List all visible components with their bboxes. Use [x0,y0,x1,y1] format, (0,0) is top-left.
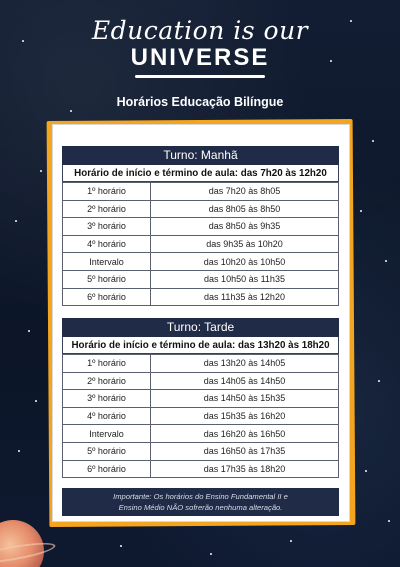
period-time: das 10h50 às 11h35 [151,270,339,288]
period-label: 6º horário [63,288,151,306]
period-label: 5º horário [63,442,151,460]
period-label: Intervalo [63,425,151,443]
period-label: 6º horário [63,460,151,478]
table-row [63,425,339,443]
period-label: 3º horário [63,218,151,236]
period-time: das 11h35 às 12h20 [151,288,339,306]
period-label: 1º horário [63,355,151,373]
table-row [63,235,339,253]
period-label: 4º horário [63,407,151,425]
period-time: das 14h05 às 14h50 [151,372,339,390]
period-label: 4º horário [63,235,151,253]
morning-shift-title: Turno: Manhã [62,146,339,165]
period-time: das 16h50 às 17h35 [151,442,339,460]
period-label: 2º horário [63,200,151,218]
brand-header [0,16,400,78]
period-label: 2º horário [63,372,151,390]
period-label: 5º horário [63,270,151,288]
morning-table [62,182,339,306]
brand-tagline: Education is our [91,16,309,45]
afternoon-shift-title: Turno: Tarde [62,318,339,337]
period-time: das 8h05 às 8h50 [151,200,339,218]
table-row [63,355,339,373]
table-row [63,183,339,201]
afternoon-schedule [62,318,339,478]
morning-schedule [62,146,339,306]
brand-title: UNIVERSE [130,44,270,71]
morning-time-range: Horário de início e término de aula: das 7h20 às 12h20 [62,165,339,182]
period-time: das 10h20 às 10h50 [151,253,339,271]
table-row [63,407,339,425]
note-line-2: Ensino Médio NÃO sofrerão nenhuma alteração. [118,503,283,512]
period-time: das 13h20 às 14h05 [151,355,339,373]
afternoon-time-range: Horário de início e término de aula: das 13h20 às 18h20 [62,337,339,354]
period-time: das 15h35 às 16h20 [151,407,339,425]
period-time: das 14h50 às 15h35 [151,390,339,408]
period-label: 3º horário [63,390,151,408]
table-row [63,200,339,218]
note-line-1: Importante: Os horários do Ensino Fundamental II e [113,492,288,501]
table-row [63,372,339,390]
period-time: das 7h20 às 8h05 [151,183,339,201]
table-row [63,288,339,306]
period-time: das 8h50 às 9h35 [151,218,339,236]
period-time: das 16h20 às 16h50 [151,425,339,443]
table-row [63,253,339,271]
page-subtitle: Horários Educação Bilíngue [116,95,284,109]
period-time: das 17h35 às 18h20 [151,460,339,478]
table-row [63,390,339,408]
period-time: das 9h35 às 10h20 [151,235,339,253]
period-label: 1º horário [63,183,151,201]
table-row [63,218,339,236]
period-label: Intervalo [63,253,151,271]
brand-underline [135,75,265,78]
important-note [62,488,339,516]
table-row [63,442,339,460]
afternoon-table [62,354,339,478]
table-row [63,460,339,478]
table-row [63,270,339,288]
